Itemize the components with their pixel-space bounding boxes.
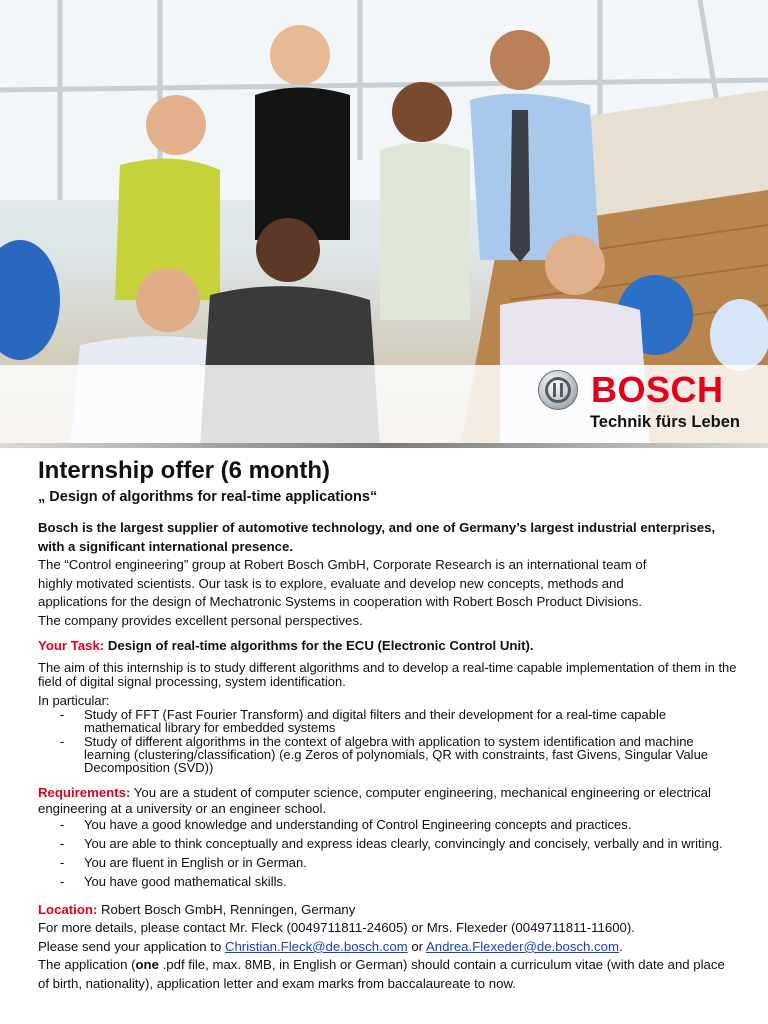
brand-tagline: Technik fürs Leben xyxy=(589,413,740,431)
email-link-fleck[interactable]: Christian.Fleck@de.bosch.com xyxy=(224,938,408,954)
task-list xyxy=(38,708,738,774)
send-application-line xyxy=(38,938,738,957)
or-text: or xyxy=(407,938,426,954)
requirements-label: Requirements: xyxy=(38,784,131,800)
task-aim: The aim of this internship is to study different algorithms and to develop a real-time capable implementation of them in the field of digital signal processing, system identification. xyxy=(38,660,737,689)
intro-bold: Bosch is the largest supplier of automotive technology, and one of Germany’s largest industrial enterprises, with a significant international presence. xyxy=(38,520,716,554)
requirements-list xyxy=(38,817,738,890)
page-subtitle: „ Design of algorithms for real-time applications“ xyxy=(38,489,378,505)
requirements-heading xyxy=(38,785,738,817)
header-photo xyxy=(0,0,768,448)
task-label: Your Task: xyxy=(38,637,105,653)
bosch-armature-icon xyxy=(538,370,578,410)
app-rest: .pdf file, max. 8MB, in English or German) should contain a curriculum vitae (with date and place of birth, nationality), application letter and exam marks from baccalaureate to now. xyxy=(38,957,725,992)
requirements-text: You are a student of computer science, computer engineering, mechanical engineering or electrical engineering at a university or an engineer school. xyxy=(38,784,711,816)
location-line xyxy=(38,901,738,920)
task-in-particular: In particular: xyxy=(38,693,110,709)
email-link-flexeder[interactable]: Andrea.Flexeder@de.bosch.com xyxy=(425,938,619,954)
application-requirements xyxy=(38,956,738,993)
intro-line: highly motivated scientists. Our task is to explore, evaluate and develop new concepts, methods and xyxy=(38,575,624,591)
contact-details: For more details, please contact Mr. Fleck (0049711811-24605) or Mrs. Flexeder (0049711811-11600). xyxy=(38,920,635,936)
app-one: one xyxy=(135,957,159,973)
location-label: Location: xyxy=(38,901,98,917)
brand-divider xyxy=(0,443,768,448)
page-title: Internship offer (6 month) xyxy=(38,457,330,484)
offer-content xyxy=(38,455,738,994)
intro-line: The “Control engineering” group at Robert Bosch GmbH, Corporate Research is an international team of xyxy=(38,557,647,573)
list-item: - You are fluent in English or in German. xyxy=(60,855,738,871)
period: . xyxy=(618,938,623,954)
list-item: - You have a good knowledge and understanding of Control Engineering concepts and practices. xyxy=(60,817,738,833)
location-text: Robert Bosch GmbH, Renningen, Germany xyxy=(97,901,356,917)
send-prefix: Please send your application to xyxy=(38,938,225,954)
list-item: - You have good mathematical skills. xyxy=(60,874,738,890)
list-item: - Study of different algorithms in the context of algebra with application to system identification and machine learning (clustering/classification) (e.g Zeros of polynomials, QR with constraints, fast Givens, Singular Value Decomposition (SVD)) xyxy=(60,735,738,774)
intro-line: The company provides excellent personal perspectives. xyxy=(38,612,363,628)
task-heading xyxy=(38,637,738,656)
list-item: - Study of FFT (Fast Fourier Transform) and digital filters and their development for a real-time capable mathematical library for embedded systems xyxy=(60,708,738,734)
list-item: - You are able to think conceptually and express ideas clearly, convincingly and concisely, verbally and in writing. xyxy=(60,836,738,852)
app-prefix: The application ( xyxy=(38,957,136,973)
bosch-wordmark: BOSCH xyxy=(591,369,724,410)
intro-line: applications for the design of Mechatronic Systems in cooperation with Robert Bosch Product Divisions. xyxy=(38,594,642,610)
task-text: Design of real-time algorithms for the ECU (Electronic Control Unit). xyxy=(104,637,534,653)
bosch-logo xyxy=(538,370,738,414)
